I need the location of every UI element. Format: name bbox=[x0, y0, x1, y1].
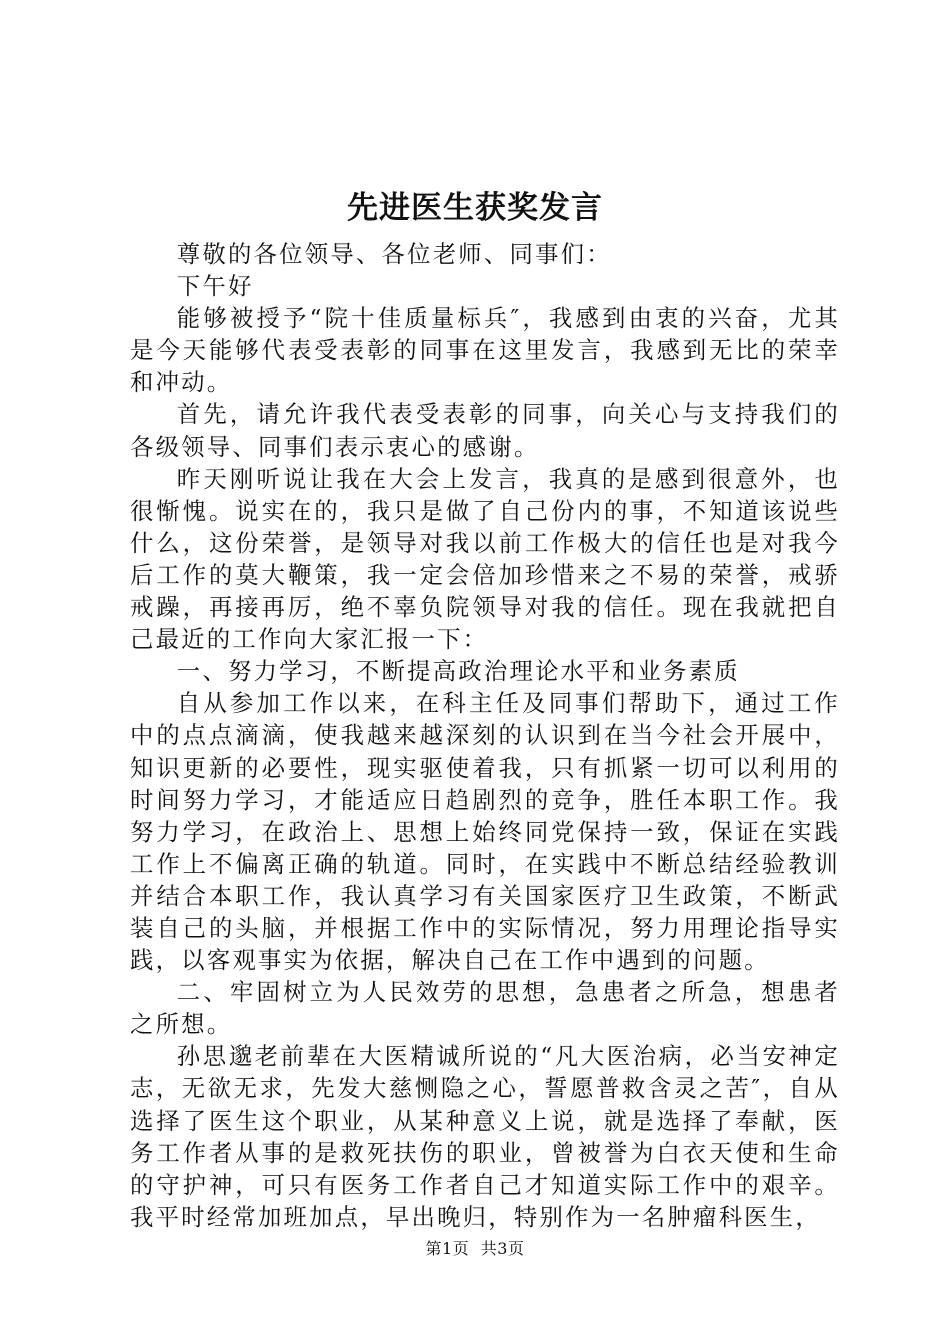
section-heading: 一、努力学习，不断提高政治理论水平和业务素质 bbox=[176, 657, 740, 686]
paragraph-salutation: 尊敬的各位领导、各位老师、同事们： bbox=[176, 240, 612, 268]
paragraph: 昨天刚听说让我在大会上发言，我真的是感到很意外，也很惭愧。说实在的，我只是做了自己份内的事，不知道该说些什么，这份荣誉，是领导对我以前工作极大的信任也是对我今后工作的莫大鞭策，我一定会倍加珍惜来之不易的荣誉，戒骄戒躁，再接再厉，绝不辜负院领导对我的信任。现在我就把自己最近的工作向大家汇报一下： bbox=[130, 464, 840, 654]
section-heading: 二、牢固树立为人民效劳的思想，急患者之所急，想患者之所想。 bbox=[130, 978, 840, 1039]
page-footer bbox=[0, 1238, 950, 1260]
paragraph: 自从参加工作以来，在科主任及同事们帮助下，通过工作中的点点滴滴，使我越来越深刻的认识到在当今社会开展中，知识更新的必要性，现实驱使着我，只有抓紧一切可以利用的时间努力学习，才能适应日趋剧烈的竞争，胜任本职工作。我努力学习，在政治上、思想上始终同党保持一致，保证在实践工作上不偏离正确的轨道。同时，在实践中不断总结经验教训并结合本职工作，我认真学习有关国家医疗卫生政策，不断武装自己的头脑，并根据工作中的实际情况，努力用理论指导实践，以客观事实为依据，解决自己在工作中遇到的问题。 bbox=[130, 689, 840, 975]
document-body bbox=[130, 238, 840, 1233]
paragraph: 能够被授予“院十佳质量标兵″，我感到由衷的兴奋，尤其是今天能够代表受表彰的同事在这里发言，我感到无比的荣幸和冲动。 bbox=[130, 304, 840, 397]
document-title: 先进医生获奖发言 bbox=[347, 190, 603, 226]
page-number: 第1页 bbox=[425, 1239, 470, 1258]
page-total: 共3页 bbox=[480, 1239, 525, 1258]
paragraph: 孙思邈老前辈在大医精诚所说的“凡大医治病，必当安神定志，无欲无求，先发大慈恻隐之心，誓愿普救含灵之苦″，自从选择了医生这个职业，从某种意义上说，就是选择了奉献，医务工作者从事的是救死扶伤的职业，曾被誉为白衣天使和生命的守护神，可只有医务工作者自己才知道实际工作中的艰辛。我平时经常加班加点，早出晚归，特别作为一名肿瘤科医生， bbox=[130, 1042, 840, 1231]
paragraph: 首先，请允许我代表受表彰的同事，向关心与支持我们的各级领导、同事们表示衷心的感谢。 bbox=[130, 400, 840, 461]
paragraph-greeting: 下午好 bbox=[176, 272, 254, 301]
